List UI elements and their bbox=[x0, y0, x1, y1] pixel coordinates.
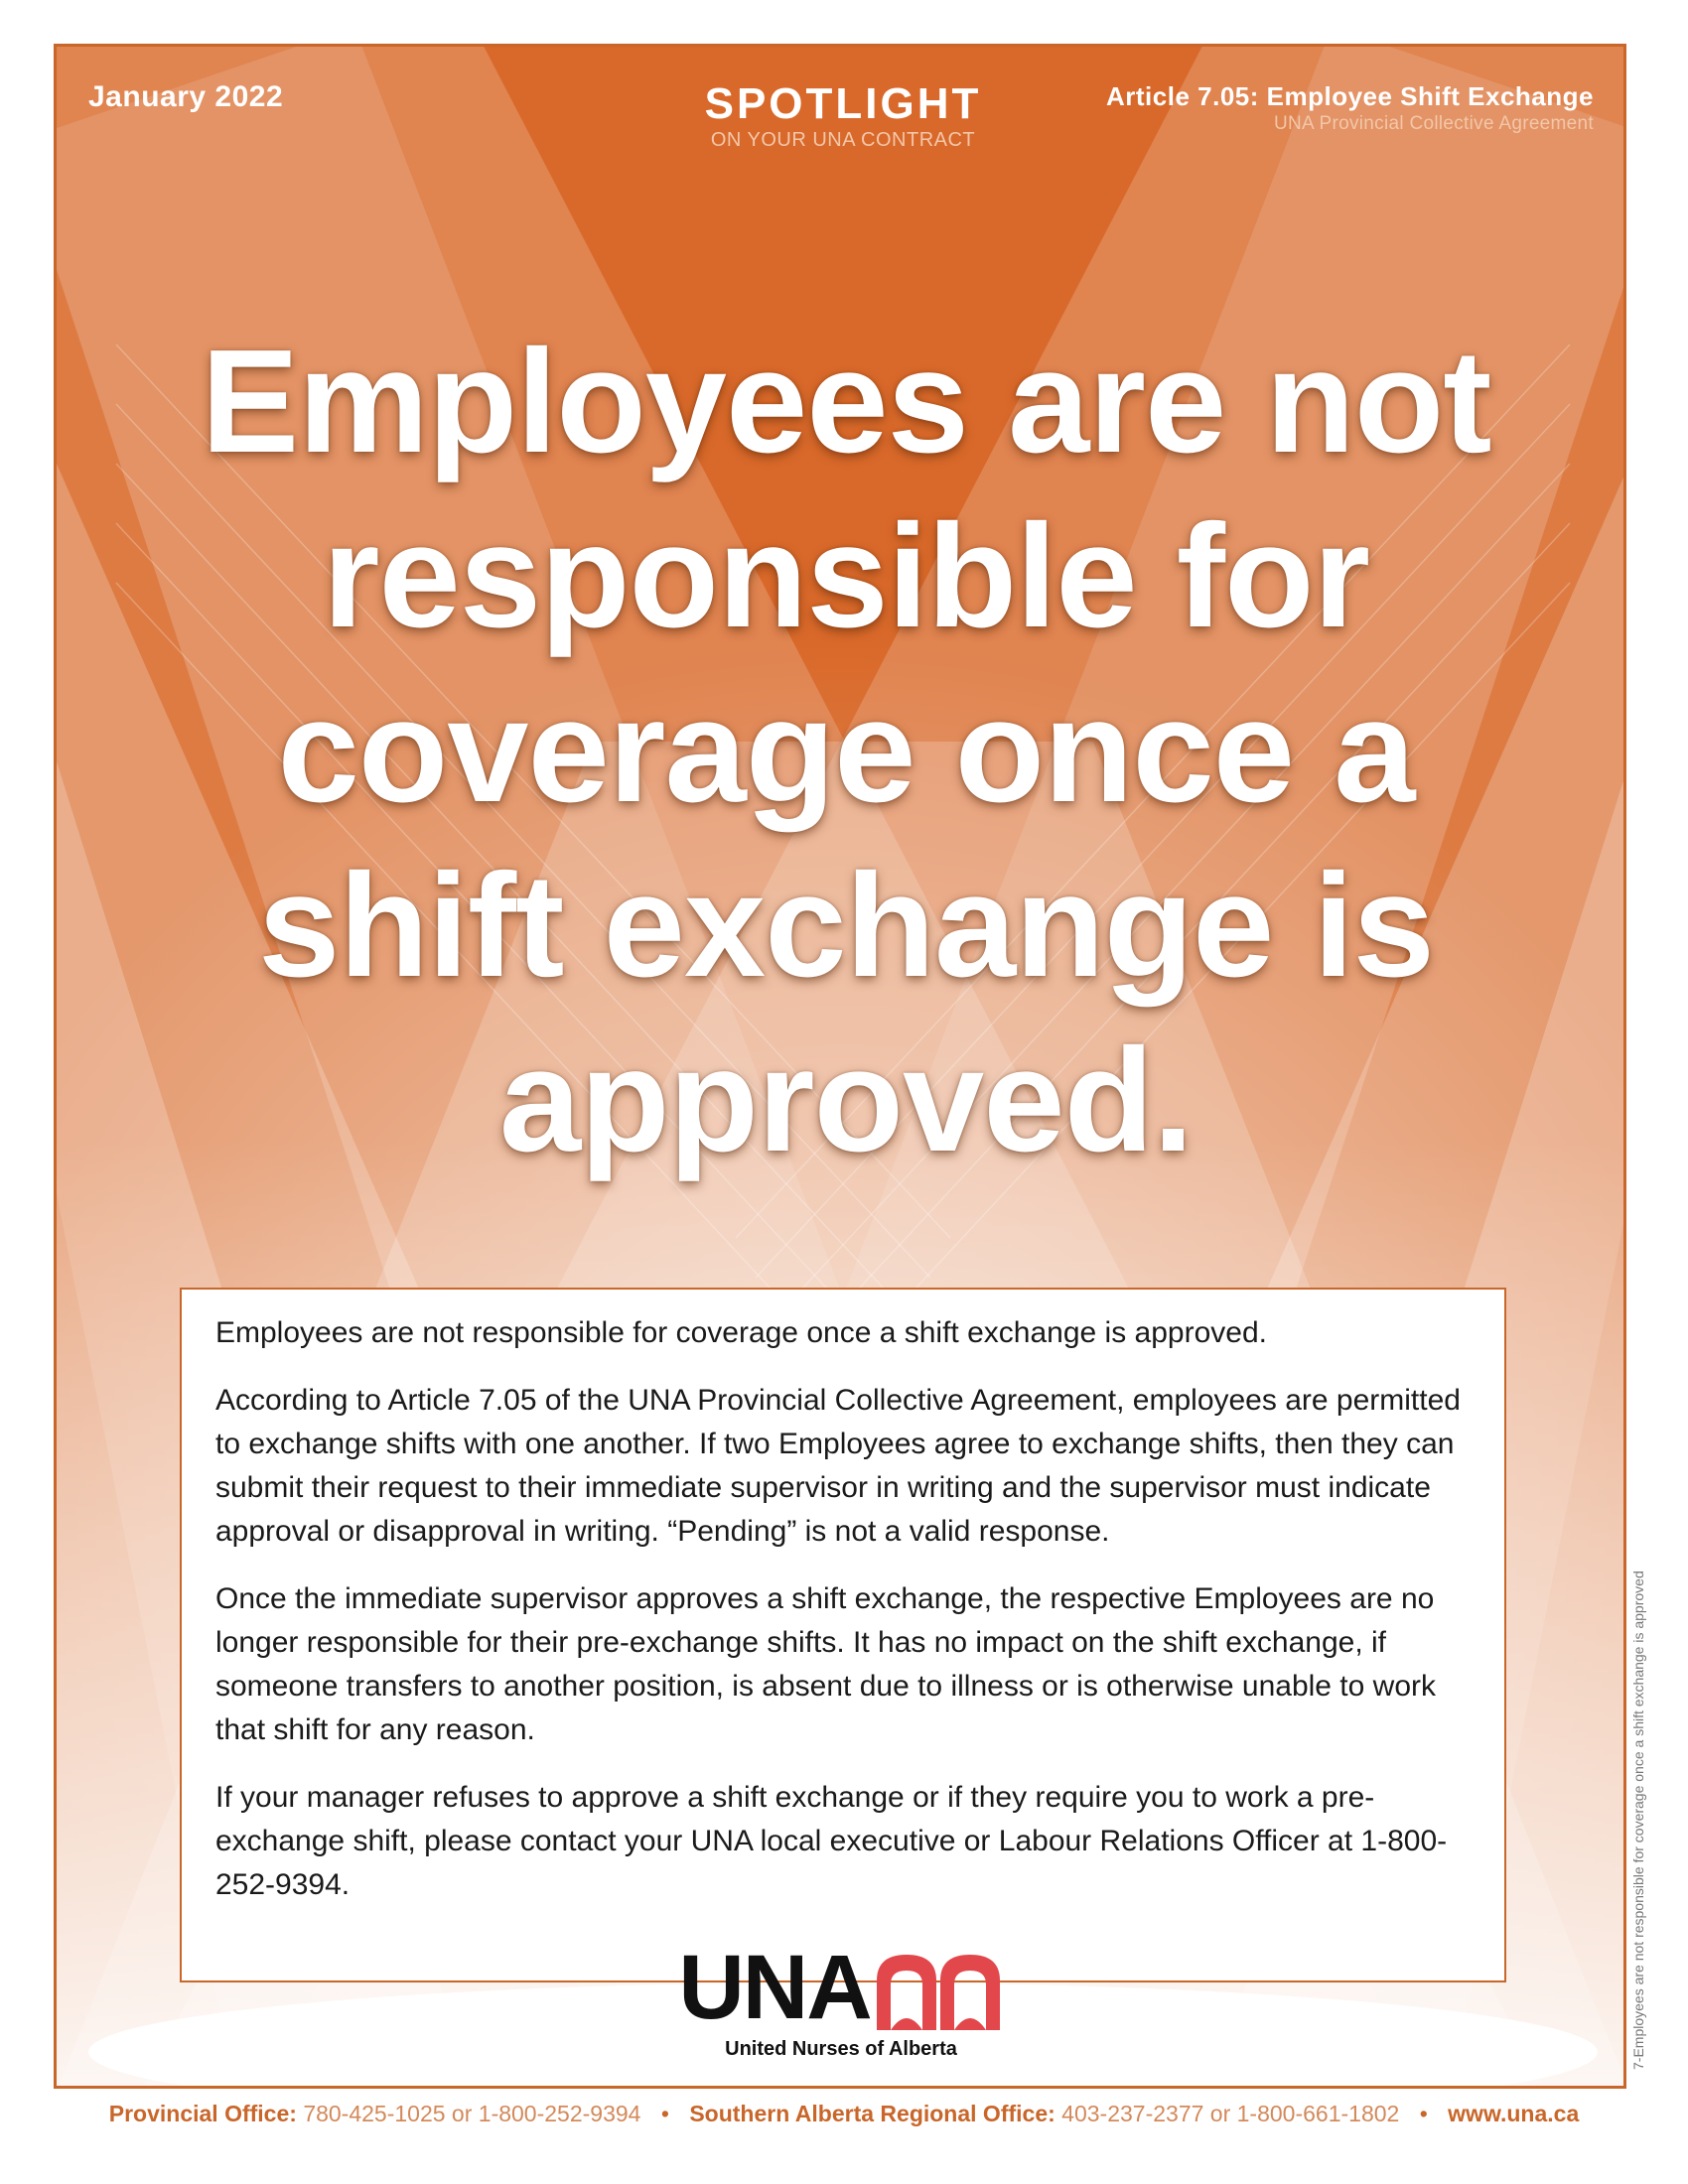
headline-line: approved. bbox=[498, 1019, 1194, 1182]
headline-line: shift exchange is bbox=[258, 844, 1434, 1008]
spotlight-masthead bbox=[664, 80, 1022, 152]
body-text-box bbox=[180, 1288, 1506, 1982]
headline-line: Employees are not bbox=[201, 320, 1491, 483]
body-paragraph: According to Article 7.05 of the UNA Provincial Collective Agreement, employees are permitted to exchange shifts with one another. If two Employees agree to exchange shifts, then they can submit their request to their immediate supervisor in writing and the supervisor must indicate approval or disapproval in writing. “Pending” is not a valid response. bbox=[215, 1384, 1461, 1548]
spotlight-title: SPOTLIGHT bbox=[704, 79, 982, 128]
spotlight-subtitle: ON YOUR UNA CONTRACT bbox=[710, 129, 976, 151]
footer-contacts bbox=[0, 2101, 1688, 2127]
body-paragraph: If your manager refuses to approve a shift exchange or if they require you to work a pre-exchange shift, please contact your UNA local executive or Labour Relations Officer at 1-800-252-9394. bbox=[215, 1781, 1448, 1901]
logo-wordmark: UNA bbox=[678, 1937, 871, 2038]
logo-caption: United Nurses of Alberta bbox=[725, 2038, 957, 2060]
una-logo bbox=[672, 1937, 1010, 2061]
headline-line: responsible for bbox=[322, 494, 1370, 658]
footer-separator: • bbox=[660, 2101, 669, 2126]
website-link[interactable]: www.una.ca bbox=[1448, 2101, 1580, 2126]
article-reference bbox=[1106, 80, 1594, 136]
southern-office-phones: 403-237-2377 or 1-800-661-1802 bbox=[1061, 2101, 1400, 2126]
article-title: Article 7.05: Employee Shift Exchange bbox=[1106, 81, 1594, 111]
body-paragraph: Once the immediate supervisor approves a shift exchange, the respective Employees are no longer responsible for their pre-exchange shifts. It has no impact on the shift exchange, if someone transfers to another position, is absent due to illness or is otherwise unable to work that shift for any reason. bbox=[215, 1582, 1437, 1746]
spotlight-poster bbox=[54, 44, 1626, 2089]
una-arch-logo-icon bbox=[875, 1951, 1004, 2032]
issue-date: January 2022 bbox=[88, 80, 284, 113]
article-subtitle: UNA Provincial Collective Agreement bbox=[1273, 113, 1594, 134]
footer-separator: • bbox=[1419, 2101, 1428, 2126]
headline-line: coverage once a bbox=[277, 669, 1415, 833]
southern-office-label: Southern Alberta Regional Office: bbox=[689, 2101, 1055, 2126]
side-file-note: 7-Employees are not responsible for coverage once a shift exchange is approved bbox=[1630, 1570, 1646, 2070]
headline bbox=[136, 315, 1556, 1188]
provincial-office-label: Provincial Office: bbox=[108, 2101, 297, 2126]
provincial-office-phones: 780-425-1025 or 1-800-252-9394 bbox=[303, 2101, 641, 2126]
body-paragraph: Employees are not responsible for coverage once a shift exchange is approved. bbox=[215, 1316, 1267, 1349]
